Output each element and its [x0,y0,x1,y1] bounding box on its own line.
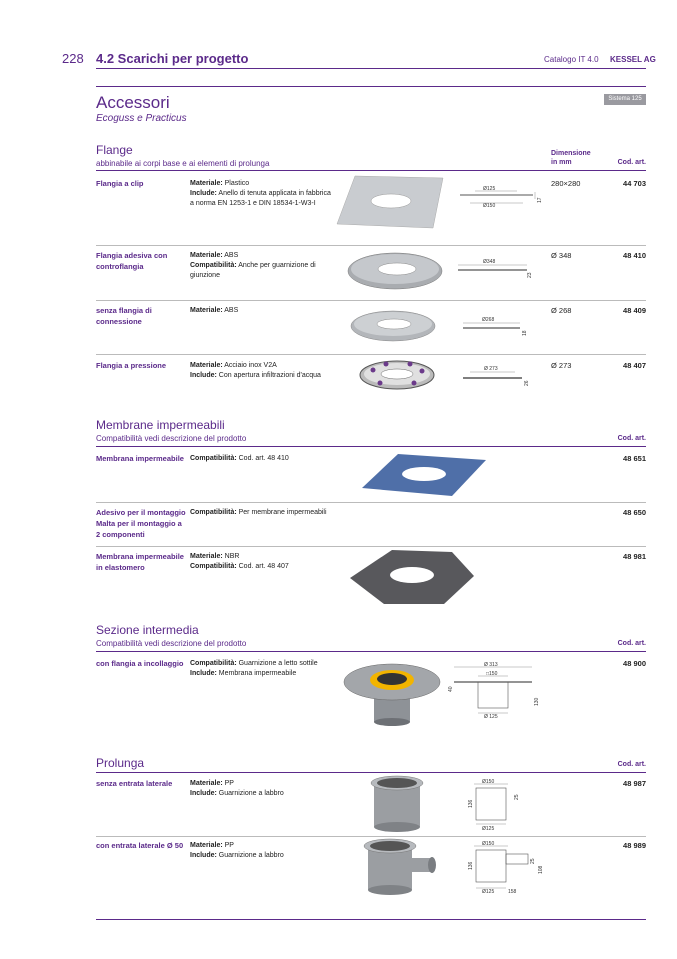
product-dimension: Ø 348 [551,251,572,260]
product-name: Membrana impermeabile in elastomero [96,552,184,572]
section-subtitle-membrane: Compatibilità vedi descrizione del prodotto [96,434,247,443]
product-description: Materiale: PP Include: Guarnizione a labbro [190,842,284,859]
dim-label: 25 [514,794,520,800]
dim-label: 18 [522,330,528,336]
row-rule [96,245,646,246]
dim-label: 130 [534,697,540,706]
product-code: 48 981 [623,552,646,561]
section-subtitle-accessori: Ecoguss e Practicus [96,113,187,124]
product-description: Compatibilità: Per membrane impermeabili [190,509,327,516]
product-description: Materiale: Acciaio inox V2A Include: Con apertura infiltrazioni d'acqua [190,362,321,379]
row-rule [96,354,646,355]
product-description: Materiale: PP Include: Guarnizione a labbro [190,780,284,797]
row-rule [96,502,646,503]
dim-label: Ø150 [483,203,496,209]
product-description: Materiale: NBR Compatibilità: Cod. art. 48 407 [190,553,289,570]
sezione-intermedia-image [342,656,442,726]
prolunga-senza-image [368,775,428,833]
section-subtitle-flange: abbinabile ai corpi base e ai elementi di prolunga [96,159,270,168]
senza-flangia-drawing [460,314,540,340]
dim-label: 25 [530,858,536,864]
flangia-pressione-image [358,356,436,392]
dim-label: Ø348 [483,259,496,265]
footer-rule [96,919,646,920]
dim-label: Ø 125 [484,714,498,720]
row-rule [96,300,646,301]
row-rule [96,546,646,547]
section-title-prolunga: Prolunga [96,756,145,770]
dim-label: □150 [486,671,498,677]
product-code: 48 407 [623,361,646,370]
dim-label: Ø 313 [484,662,498,668]
brand-label: KESSEL AG [610,55,656,64]
product-name: Flangia a clip [96,179,144,188]
dim-label: Ø 273 [484,366,498,372]
chapter-title: 4.2 Scarichi per progetto [96,51,249,66]
prolunga-header-rule [96,772,646,773]
dim-label: Ø150 [482,779,495,785]
flangia-clip-drawing [455,183,545,213]
sezione-header-rule [96,651,646,652]
product-dimension: 280×280 [551,179,581,188]
prolunga-senza-drawing [462,778,532,834]
flangia-pressione-drawing [460,364,540,390]
product-code: 48 650 [623,508,646,517]
section-title-membrane: Membrane impermeabili [96,418,225,432]
flange-header-rule [96,170,646,171]
catalog-label: Catalogo IT 4.0 [544,55,599,64]
dim-label: Ø268 [482,317,495,323]
dim-label: Ø150 [482,841,495,847]
sezione-intermedia-drawing [448,660,544,724]
product-code: 48 409 [623,306,646,315]
product-dimension: Ø 268 [551,306,572,315]
page-number: 228 [62,51,84,66]
product-name: senza entrata laterale [96,779,173,788]
product-description: Compatibilità: Cod. art. 48 410 [190,455,289,462]
product-code: 48 651 [623,454,646,463]
dim-label: Ø125 [482,826,495,832]
dim-label: 136 [468,861,474,870]
dim-label: 26 [524,380,530,386]
column-header-code: Cod. art. [617,159,646,166]
product-code: 48 987 [623,779,646,788]
section-subtitle-sezione: Compatibilità vedi descrizione del prodotto [96,639,247,648]
product-name: Membrana impermeabile [96,454,184,463]
column-header-code: Cod. art. [617,640,646,647]
column-header-dimension: Dimensione [551,150,591,157]
product-description: Compatibilità: Guarnizione a letto sottile Include: Membrana impermeabile [190,660,318,677]
membrane-header-rule [96,446,646,447]
dim-label: Ø125 [482,889,495,895]
product-name: Flangia adesiva con controflangia [96,251,168,271]
column-header-code: Cod. art. [617,435,646,442]
product-code: 48 900 [623,659,646,668]
product-name: Adesivo per il montaggio Malta per il montaggio a 2 componenti [96,508,186,539]
column-header-code: Cod. art. [617,761,646,768]
dim-label: 108 [538,865,544,874]
header-rule [96,68,646,69]
prolunga-con-entrata-image [360,838,440,898]
dim-label: Ø125 [483,186,496,192]
dim-label: 158 [508,889,517,895]
product-code: 44 703 [623,179,646,188]
dim-label: 40 [448,686,454,692]
dim-label: 23 [527,272,533,278]
flangia-adesiva-image [345,249,445,291]
product-description: Materiale: Plastico Include: Anello di tenuta applicata in fabbrica a norma EN 1253-1 e DIN 18534-1-W3-I [190,180,331,207]
product-name: con entrata laterale Ø 50 [96,841,184,850]
product-name: con flangia a incollaggio [96,659,184,668]
product-description: Materiale: ABS [190,307,239,314]
dim-label: 17 [537,197,543,203]
prolunga-con-entrata-drawing [462,840,550,898]
product-name: senza flangia di connessione [96,306,152,326]
dim-label: 136 [468,799,474,808]
senza-flangia-image [348,308,440,344]
membrana-elastomero-image [344,548,476,606]
flangia-adesiva-drawing [455,256,545,286]
system-badge: Sistema 125 [604,94,646,105]
product-description: Materiale: ABS Compatibilità: Anche per guarnizione di giunzione [190,252,316,279]
accessori-top-rule [96,86,646,87]
row-rule [96,836,646,837]
membrana-impermeabile-image [360,452,488,498]
product-code: 48 410 [623,251,646,260]
product-code: 48 989 [623,841,646,850]
column-header-dimension-unit: in mm [551,159,572,166]
flangia-clip-image [333,174,445,230]
section-title-flange: Flange [96,143,133,157]
product-dimension: Ø 273 [551,361,572,370]
section-title-sezione: Sezione intermedia [96,623,199,637]
product-name: Flangia a pressione [96,361,167,370]
section-title-accessori: Accessori [96,93,170,112]
